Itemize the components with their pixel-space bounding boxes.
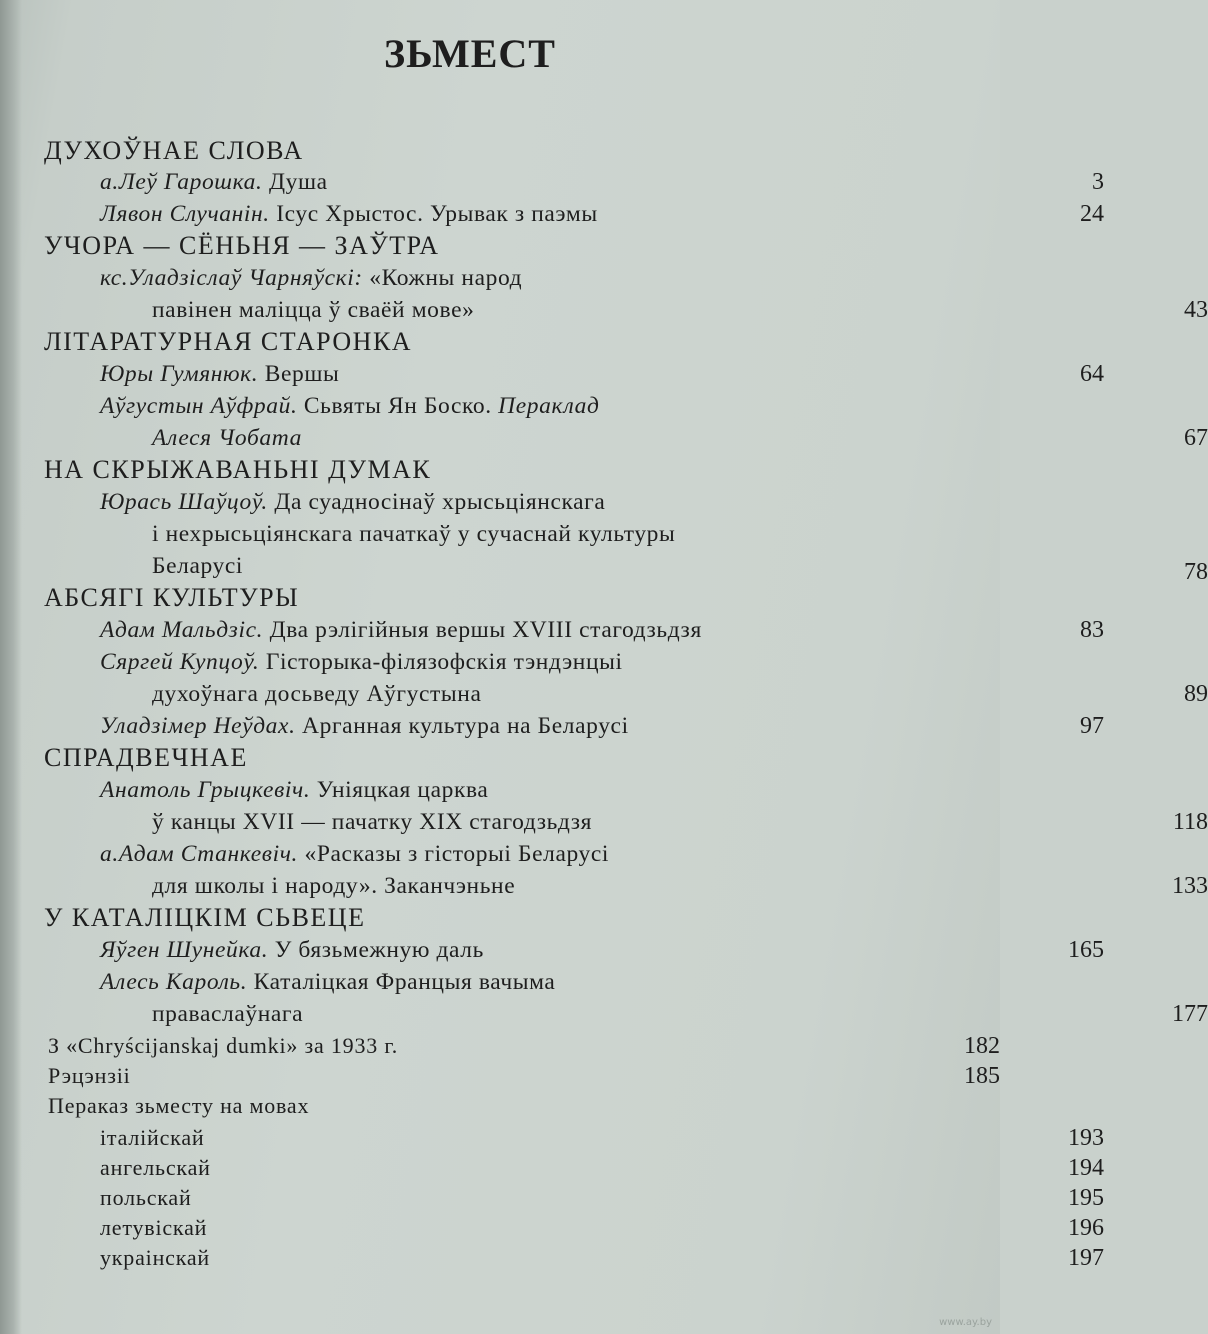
entry-page-number: 43: [1184, 297, 1208, 323]
language-name: італійскай: [100, 1125, 205, 1150]
language-name: ангельскай: [100, 1155, 211, 1180]
entry-page-number: 3: [1092, 169, 1104, 195]
entry-author: Адам Мальдзіс.: [100, 617, 264, 643]
toc-section-heading: ЛІТАРАТУРНАЯ СТАРОНКА: [44, 327, 413, 356]
entry-author: Юры Гумянюк.: [100, 361, 259, 387]
entry-title: Арганная культура на Беларусі: [295, 713, 629, 739]
toc-entry: [100, 614, 1104, 646]
entry-title: «Расказы з гісторыі Беларусі: [298, 841, 610, 867]
entry-page-number: 133: [1172, 873, 1208, 899]
toc-entry: [100, 774, 1100, 806]
toc-entry-continuation: [152, 998, 1208, 1030]
language-name: польскай: [100, 1185, 192, 1210]
entry-author: Уладзімер Неўдах.: [100, 713, 296, 739]
language-name: летувіскай: [100, 1215, 208, 1240]
toc-entry-continuation: [152, 870, 1208, 902]
entry-page-number: 24: [1080, 201, 1104, 227]
toc-entry: [100, 198, 1104, 230]
toc-entry-continuation: [152, 806, 1208, 838]
entry-author: Аўгустын Аўфрай.: [100, 393, 298, 419]
entry-author: Алесь Кароль.: [100, 969, 248, 995]
toc-plain-entry: [48, 1090, 1048, 1122]
entry-title: Беларусі: [152, 553, 244, 579]
toc-entry: [100, 838, 1100, 870]
entry-author: Сяргей Купцоў.: [100, 649, 260, 675]
toc-language-entry: [100, 1242, 1104, 1274]
site-watermark: www.ay.by: [939, 1317, 992, 1328]
entry-title: Пераказ зьместу на мовах: [48, 1093, 310, 1118]
toc-language-entry: [100, 1152, 1104, 1184]
entry-title: і нехрысьціянскага пачаткаў у сучаснай культуры: [152, 521, 676, 547]
entry-page-number: 67: [1184, 425, 1208, 451]
entry-title: Уніяцкая царква: [310, 777, 489, 803]
toc-entry-continuation: [152, 518, 1152, 550]
entry-page-number: 177: [1172, 1001, 1208, 1027]
entry-author: Юрась Шаўцоў.: [100, 489, 268, 515]
entry-page-number: 196: [1068, 1215, 1104, 1241]
entry-page-number: 165: [1068, 937, 1104, 963]
entry-author: а.Адам Станкевіч.: [100, 841, 299, 867]
toc-section-heading: У КАТАЛІЦКІМ СЬВЕЦЕ: [44, 903, 366, 932]
toc-entry: [100, 934, 1104, 966]
toc-entry: [100, 390, 1100, 422]
entry-page-number: 185: [964, 1063, 1000, 1089]
toc-entry-continuation: [152, 422, 1208, 454]
entry-author: Анатоль Грыцкевіч.: [100, 777, 311, 803]
entry-page-number: 78: [1184, 559, 1208, 585]
toc-section-heading: АБСЯГІ КУЛЬТУРЫ: [44, 583, 300, 612]
toc-section-heading: НА СКРЫЖАВАНЬНІ ДУМАК: [44, 455, 432, 484]
entry-page-number: 118: [1172, 809, 1208, 835]
toc-entry: [100, 710, 1104, 742]
toc-entry: [100, 358, 1104, 390]
entry-translator-name: Алеся Чобата: [152, 425, 302, 451]
entry-page-number: 182: [964, 1033, 1000, 1059]
entry-page-number: 89: [1184, 681, 1208, 707]
entry-title: Сьвяты Ян Боско.: [297, 393, 499, 419]
language-name: украінскай: [100, 1245, 210, 1270]
entry-title: духоўнага досьведу Аўгустына: [152, 681, 482, 707]
toc-language-entry: [100, 1212, 1104, 1244]
entry-translator-note: Пераклад: [498, 393, 600, 419]
entry-title: «Кожны народ: [362, 265, 523, 291]
entry-title: ў канцы XVII — пачатку XIX стагодзьдзя: [152, 809, 593, 835]
toc-plain-entry: [48, 1030, 1048, 1062]
toc-entry: [100, 262, 1100, 294]
entry-title: павінен маліцца ў сваёй мове»: [152, 297, 475, 323]
entry-title: Гісторыка-філязофскія тэндэнцыі: [259, 649, 623, 675]
toc-entry: [100, 966, 1100, 998]
entry-page-number: 194: [1068, 1155, 1104, 1181]
entry-page-number: 83: [1080, 617, 1104, 643]
entry-page-number: 197: [1068, 1245, 1104, 1271]
entry-page-number: 195: [1068, 1185, 1104, 1211]
entry-title: Два рэлігійныя вершы XVIII стагодзьдзя: [263, 617, 702, 643]
toc-language-entry: [100, 1122, 1104, 1154]
entry-title: У бязьмежную даль: [268, 937, 484, 963]
entry-title: Рэцэнзіі: [48, 1063, 131, 1088]
toc-entry-continuation: [152, 678, 1208, 710]
entry-title: Каталіцкая Францыя вачыма: [247, 969, 556, 995]
entry-page-number: 97: [1080, 713, 1104, 739]
entry-author: Лявон Случанін.: [100, 201, 270, 227]
page-title: ЗЬМЕСТ: [384, 31, 556, 76]
entry-title: З «Chryścijanskaj dumki» за 1933 г.: [48, 1033, 398, 1058]
toc-section-heading: УЧОРА — СЁНЬНЯ — ЗАЎТРА: [44, 231, 440, 260]
entry-author: а.Леў Гарошка.: [100, 169, 263, 195]
toc-language-entry: [100, 1182, 1104, 1214]
entry-page-number: 193: [1068, 1125, 1104, 1151]
toc-entry-continuation: [152, 294, 1208, 326]
entry-title: праваслаўнага: [152, 1001, 304, 1027]
entry-title: Да суадносінаў хрысьціянскага: [267, 489, 606, 515]
entry-author: Яўген Шунейка.: [100, 937, 269, 963]
entry-page-number: 64: [1080, 361, 1104, 387]
toc-entry: [100, 486, 1100, 518]
toc-entry: [100, 166, 1104, 198]
entry-title: Ісус Хрыстос. Урывак з паэмы: [269, 201, 598, 227]
toc-section-heading: ДУХОЎНАЕ СЛОВА: [44, 136, 304, 165]
toc-plain-entry: [48, 1060, 1048, 1092]
entry-title: Вершы: [258, 361, 340, 387]
entry-title: для школы і народу». Заканчэньне: [152, 873, 516, 899]
toc-section-heading: СПРАДВЕЧНАЕ: [44, 743, 248, 772]
entry-title: Душа: [262, 169, 328, 195]
toc-entry: [100, 646, 1100, 678]
entry-author: кс.Уладзіслаў Чарняўскі:: [100, 265, 363, 291]
